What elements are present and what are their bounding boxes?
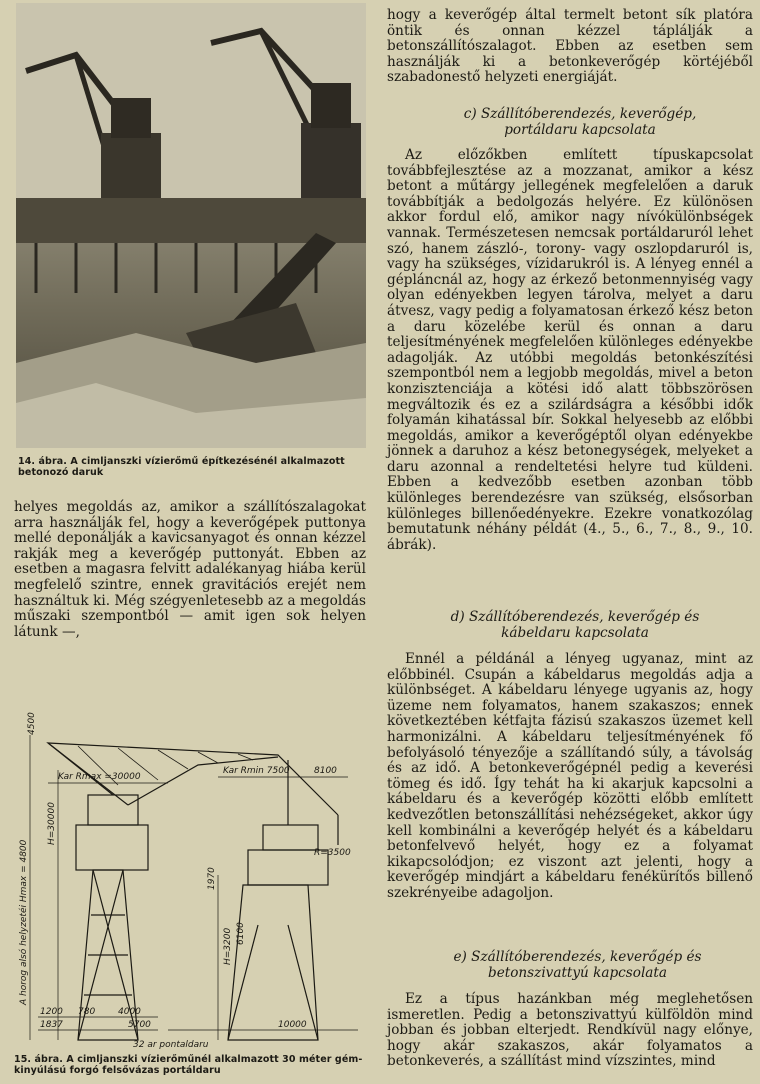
dim-vertical-text: A horog alsó helyzetéi Hmax = 4800 xyxy=(19,839,29,1005)
right-intro-paragraph: hogy a keverőgép által termelt betont sík platóra öntik és onnan kézzel táplálják a betonszállítószalagot. Ebben az esetben sem használják ki a betonkeverőgép körtéjéből szabadonestő helyzeti energiáját. xyxy=(387,7,753,86)
section-c-text: Az előzőkben említett típuskapcsolat továbbfejlesztése az a mozzanat, amikor a kész betont a műtárgy jellegének megfelelően a daruk továbbítják a bedolgozás helyére. Ez különösen akkor fordul elő, amikor nagy nívókülönbségek vannak. Természetesen nemcsak portáldaruról lehet szó, hanem zászló-, torony- vagy oszlopdaruról is, vagy ha szükséges, vízidarukról is. A lényeg ennél a gépláncnál az, hogy az érkező betonmennyiség vagy olyan edényekben legyen tárolva, melyet a daru átvesz, vagy pedig a folyamatosan érkező kész beton a daru közelébe kerül és onnan a daru teljesítményének megfelelően különleges edényekbe adagolják. Az utóbbi megoldás betonkészítési szempontból nem a legjobb megoldás, mivel a beton konzisztenciája a kötési idő alatt többszörösen megváltozik és ez a szilárdságra a későbbi idők folyamán kihatással bír. Sokkal helyesebb az előbbi megoldás, amikor a keverőgéptől olyan edényekbe jönnek a daruhoz a kész betonegységek, melyeket a daru azonnal a rendeltetési helyre tud küldeni. Ebben a kedvezőbb esetben azonban több különleges berendezésre van szükség, elsősorban különleges billenőedényekre. Ezekre vonatkozólag bemutatunk néhány példát (4., 5., 6., 7., 8., 9., 10. ábrák). xyxy=(387,147,753,553)
dim-b1: 1200 xyxy=(40,1007,63,1017)
section-e-heading: e) Szállítóberendezés, keverőgép és betonszivattyú kapcsolata xyxy=(453,949,702,981)
dim-left-height: 4500 xyxy=(27,712,37,735)
dim-b5: 1837 xyxy=(40,1020,63,1030)
dim-h-right: H=3200 xyxy=(223,927,233,965)
dim-h-right2: 6100 xyxy=(236,922,246,945)
figure-14-caption: 14. ábra. A cimljanszki vízierőmű építkezésénél alkalmazott betonozó daruk xyxy=(18,456,345,478)
figure-15-drawing xyxy=(18,665,365,1050)
section-c-heading: c) Szállítóberendezés, keverőgép, portáldaru kapcsolata xyxy=(463,106,697,138)
section-e-text: Ez a típus hazánkban még meglehetősen ismeretlen. Pedig a betonszivattyú külföldön mind jobban és jobban elterjedt. Rendkívül nagy előnye, hogy akár szakaszos, akár folyamatos a betonkeverés, a szállítást mind vízszintes, mind xyxy=(387,991,753,1070)
section-d-heading: d) Szállítóberendezés, keverőgép és kábeldaru kapcsolata xyxy=(450,609,700,641)
crane-photo-illustration xyxy=(16,3,366,448)
drawing-bottom-note: 32 ar pontaldaru xyxy=(133,1040,209,1050)
dim-b2: 780 xyxy=(78,1007,96,1017)
dim-r3500: R=3500 xyxy=(314,848,351,858)
figure-14-photo xyxy=(16,3,366,448)
dim-b3: 4000 xyxy=(118,1007,141,1017)
section-d-text: Ennél a példánál a lényeg ugyanaz, mint az előbbinél. Csupán a kábeldarus megoldás adja a különbséget. A kábeldaru lényege ugyanis az, hogy üzeme nem folyamatos, hanem szakaszos; ennek következtében kétfajta fázisú szakaszos üzemet kell harmonizálni. A kábeldaru teljesítményének fő befolyásoló tényezője a szállítandó súly, a távolság és az idő. A betonkeverőgépnél pedig a keverési tömeg és idő. Így tehát ha ki akarjuk kapcsolni a kábeldaru és a keverőgép közötti előbb említett kedvezőtlen betonszállítási nehézségeket, akkor úgy kell kombinálni a keverőgép helyét és a kábeldaru betonfelvevő helyét, hogy ez a folyamat kikapcsolódjon; ez viszont azt jelenti, hogy a keverőgép mindjárt a kábeldaru fenékürítős billenő szekrényeibe adagoljon. xyxy=(387,651,753,901)
portal-crane-technical-drawing xyxy=(18,665,365,1050)
dim-kar-rmax: Kar Rmax =30000 xyxy=(58,772,141,782)
left-paragraph: helyes megoldás az, amikor a szállítószalagokat arra használják fel, hogy a keverőgépek puttonya mellé deponálják a kavicsanyagot és onnan kézzel rakják meg a keverőgép puttonyát. Ebben az esetben a magasra felvitt adalékanyag hiába kerül megfelelő szintre, ennek gravitációs erejét nem használtuk ki. Még szégyenletesebb az a megoldás műszaki szempontból — amit igen sok helyen látunk —, xyxy=(14,499,366,640)
dim-kar-rmin: Kar Rmin 7500 xyxy=(223,766,290,776)
dim-b6: 5700 xyxy=(128,1020,151,1030)
dim-b4: 10000 xyxy=(278,1020,307,1030)
dim-h-small: 1970 xyxy=(207,867,217,890)
figure-15-caption: 15. ábra. A cimljanszki vízierőműnél alkalmazott 30 méter gém-kinyúlású forgó felsővázas portáldaru xyxy=(14,1054,363,1076)
dim-h-total: H=30000 xyxy=(47,802,57,845)
dim-top-right: 8100 xyxy=(314,766,337,776)
